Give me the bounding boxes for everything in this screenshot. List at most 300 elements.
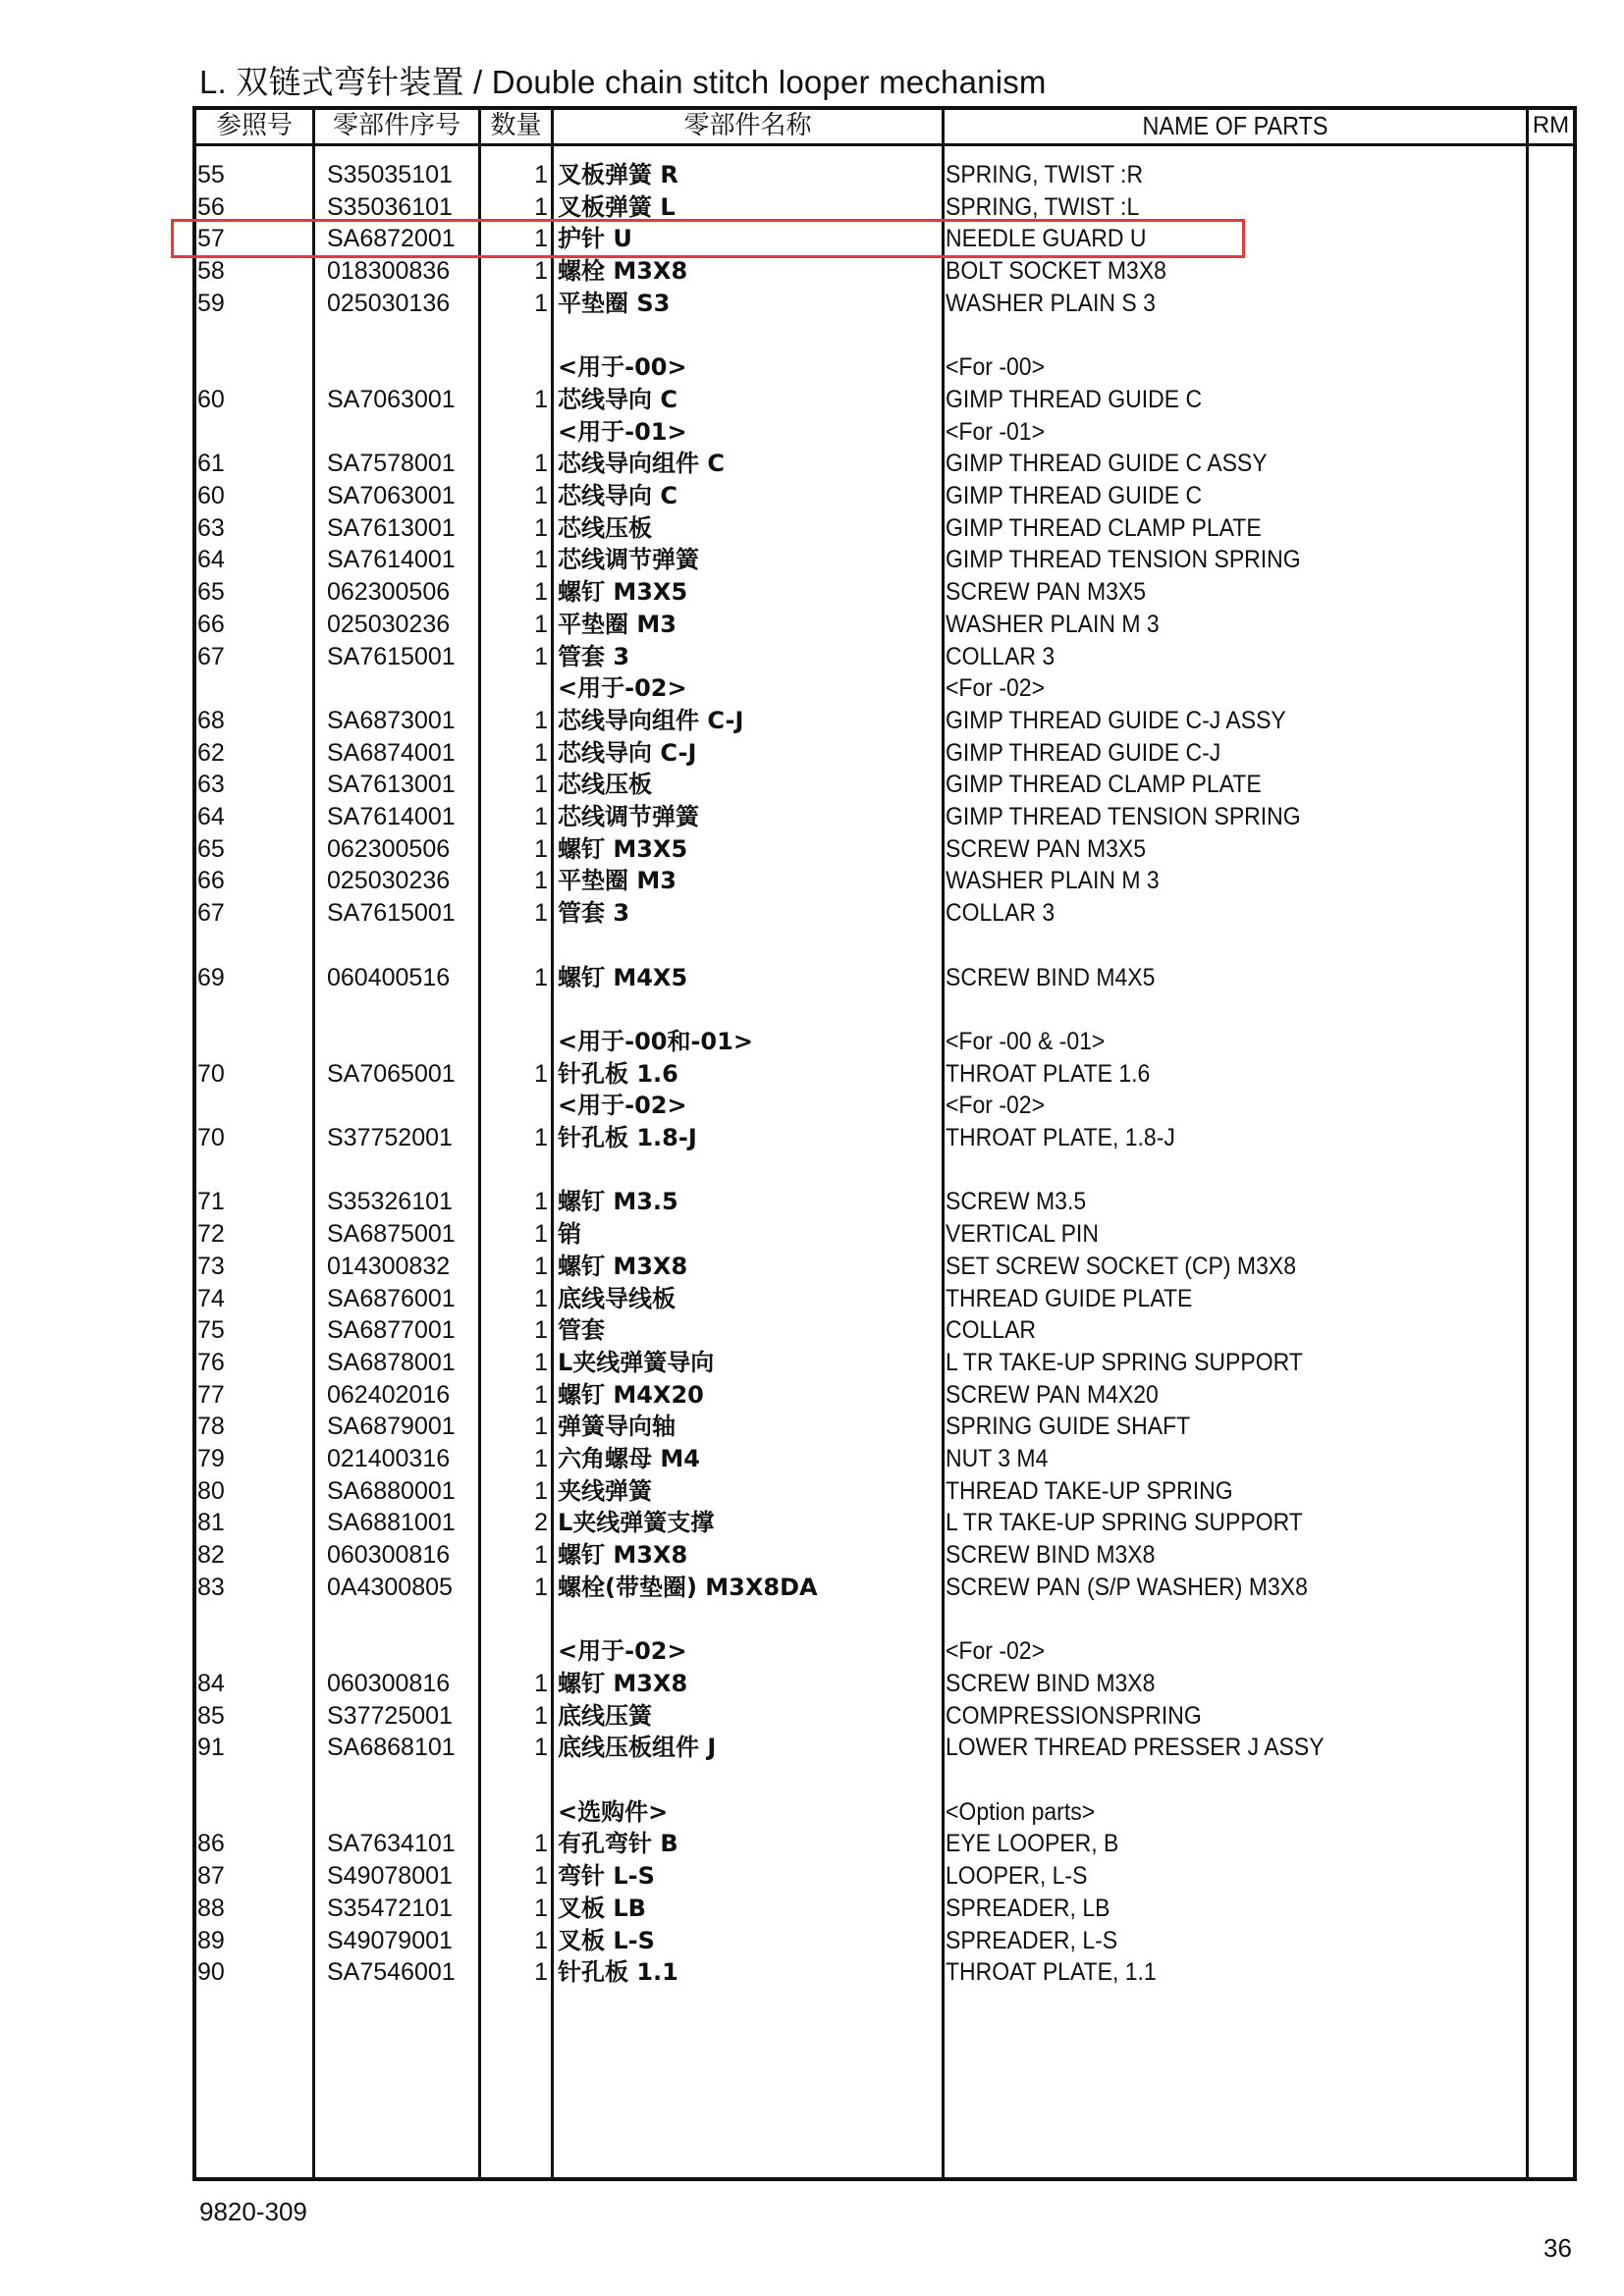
name-cn-cell: 螺钉 M4X20 <box>558 1380 704 1409</box>
ref-no-cell: 67 <box>197 642 225 670</box>
name-en-cell: LOOPER, L-S <box>946 1862 1088 1891</box>
quantity-cell: 1 <box>534 161 548 188</box>
name-en-cell: <For -01> <box>946 417 1045 446</box>
part-no-cell: SA7613001 <box>327 771 456 799</box>
quantity-cell: 1 <box>534 192 548 221</box>
quantity-cell <box>525 1764 548 1795</box>
name-en-cell: SPRING, TWIST :L <box>946 192 1140 221</box>
ref-no-cell: 63 <box>197 771 225 799</box>
name-cn-cell: 弯针 L-S <box>558 1862 655 1891</box>
name-en-cell: SCREW BIND M3X8 <box>946 1541 1156 1570</box>
part-no-cell: 021400316 <box>327 1445 451 1472</box>
part-no-cell: SA6881001 <box>327 1509 456 1537</box>
name-en-cell: THROAT PLATE, 1.8-J <box>946 1124 1175 1151</box>
part-no-cell: SA6875001 <box>327 1220 456 1249</box>
quantity-cell: 1 <box>534 513 548 542</box>
quantity-cell: 1 <box>534 1059 548 1088</box>
table-row <box>0 705 1624 736</box>
name-cn-cell: 螺钉 M3X5 <box>558 578 688 607</box>
quantity-cell <box>525 930 548 961</box>
name-en-cell: THREAD GUIDE PLATE <box>946 1284 1193 1312</box>
name-en-cell: SCREW PAN M3X5 <box>946 834 1147 863</box>
quantity-cell: 1 <box>534 834 548 863</box>
part-no-cell: S35035101 <box>327 161 453 188</box>
ref-no-cell: 70 <box>197 1059 225 1088</box>
name-cn-cell: <用于-01> <box>558 417 687 446</box>
name-cn-cell: 螺钉 M3X8 <box>558 1669 688 1697</box>
quantity-cell: 1 <box>534 642 548 670</box>
name-cn-cell: <选购件> <box>558 1797 669 1826</box>
name-en-cell: GIMP THREAD TENSION SPRING <box>946 803 1301 830</box>
part-no-cell: S49078001 <box>327 1862 453 1891</box>
ref-no-cell: 86 <box>197 1830 225 1858</box>
name-en-cell: WASHER PLAIN M 3 <box>946 867 1160 895</box>
part-no-cell: SA7063001 <box>327 385 456 413</box>
header-ref-no: 参照号 <box>215 111 293 140</box>
name-en-cell: <Option parts> <box>946 1797 1096 1826</box>
header-rm: RM <box>1532 112 1570 138</box>
quantity-cell: 1 <box>534 257 548 286</box>
name-cn-cell: 有孔弯针 B <box>558 1830 678 1858</box>
part-no-cell: SA7615001 <box>327 642 456 670</box>
part-no-cell: SA6874001 <box>327 738 456 767</box>
name-en-cell: GIMP THREAD GUIDE C ASSY <box>946 450 1268 478</box>
part-no-cell: 062402016 <box>327 1380 451 1409</box>
quantity-cell: 1 <box>534 1284 548 1312</box>
name-cn-cell: 叉板弹簧 R <box>558 161 678 188</box>
quantity-cell: 1 <box>534 482 548 509</box>
quantity-cell: 1 <box>534 1669 548 1697</box>
name-en-cell: SCREW PAN (S/P WASHER) M3X8 <box>946 1573 1308 1601</box>
table-row <box>0 351 1624 383</box>
name-en-cell: SPRING GUIDE SHAFT <box>946 1413 1191 1441</box>
part-no-cell: 060300816 <box>327 1669 451 1697</box>
name-cn-cell: 平垫圈 M3 <box>558 867 677 895</box>
name-en-cell: SCREW PAN M4X20 <box>946 1380 1159 1409</box>
ref-no-cell: 57 <box>197 225 225 253</box>
header-name-en: NAME OF PARTS <box>1142 111 1328 140</box>
part-no-cell: SA6873001 <box>327 706 456 734</box>
table-row <box>0 1732 1624 1763</box>
ref-no-cell: 69 <box>197 963 225 991</box>
name-cn-cell: <用于-02> <box>558 1637 687 1666</box>
quantity-cell: 1 <box>534 1862 548 1891</box>
ref-no-cell: 79 <box>197 1445 225 1472</box>
name-cn-cell: 管套 <box>558 1316 605 1345</box>
page-title: L. 双链式弯针装置 / Double chain stitch looper mechanism <box>199 64 1047 100</box>
ref-no-cell: 88 <box>197 1894 225 1922</box>
part-no-cell: S37725001 <box>327 1701 453 1730</box>
ref-no-cell: 65 <box>197 578 225 607</box>
quantity-cell: 1 <box>534 771 548 799</box>
part-no-cell: SA6877001 <box>327 1316 456 1345</box>
name-en-cell: VERTICAL PIN <box>946 1220 1099 1249</box>
quantity-cell: 1 <box>534 289 548 317</box>
quantity-cell <box>525 416 548 448</box>
name-cn-cell: 护针 U <box>558 225 632 253</box>
table-row <box>0 1251 1624 1282</box>
name-en-cell: SPREADER, L-S <box>946 1926 1118 1954</box>
name-cn-cell: 螺栓 M3X8 <box>558 257 688 286</box>
ref-no-cell: 70 <box>197 1124 225 1151</box>
quantity-cell: 1 <box>534 1541 548 1570</box>
name-cn-cell: 平垫圈 M3 <box>558 610 677 638</box>
table-row <box>0 1668 1624 1699</box>
table-row <box>0 1283 1624 1314</box>
table-row <box>0 1186 1624 1217</box>
name-en-cell: <For -02> <box>946 1092 1045 1120</box>
name-cn-cell: 叉板 L-S <box>558 1926 655 1954</box>
table-row <box>0 609 1624 640</box>
name-cn-cell: 底线导线板 <box>558 1284 676 1312</box>
name-cn-cell: L夹线弹簧导向 <box>558 1348 715 1376</box>
name-en-cell: BOLT SOCKET M3X8 <box>946 257 1166 286</box>
name-en-cell: <For -02> <box>946 674 1045 703</box>
quantity-cell: 1 <box>534 1413 548 1441</box>
table-row <box>0 865 1624 896</box>
part-no-cell: SA7614001 <box>327 546 456 574</box>
ref-no-cell: 64 <box>197 803 225 830</box>
table-row <box>0 1796 1624 1828</box>
ref-no-cell: 81 <box>197 1509 225 1537</box>
ref-no-cell: 83 <box>197 1573 225 1601</box>
table-row <box>0 962 1624 993</box>
table-row <box>0 641 1624 672</box>
ref-no-cell: 66 <box>197 610 225 638</box>
ref-no-cell: 72 <box>197 1220 225 1249</box>
table-row <box>0 1314 1624 1346</box>
quantity-cell: 1 <box>534 1445 548 1472</box>
part-no-cell: 014300832 <box>327 1252 451 1280</box>
table-row <box>0 544 1624 575</box>
quantity-cell: 1 <box>534 1316 548 1345</box>
quantity-cell: 1 <box>534 450 548 478</box>
name-cn-cell: 底线压簧 <box>558 1701 652 1730</box>
document-code: 9820-309 <box>199 2197 307 2226</box>
part-no-cell: SA6876001 <box>327 1284 456 1312</box>
name-en-cell: GIMP THREAD GUIDE C-J <box>946 738 1221 767</box>
name-cn-cell: <用于-00和-01> <box>558 1027 753 1055</box>
part-no-cell: SA7634101 <box>327 1830 456 1858</box>
table-row <box>0 448 1624 479</box>
name-cn-cell: 管套 3 <box>558 642 630 670</box>
quantity-cell: 1 <box>534 963 548 991</box>
quantity-cell: 1 <box>534 1476 548 1505</box>
ref-no-cell: 80 <box>197 1476 225 1505</box>
name-cn-cell: 螺栓(带垫圈) M3X8DA <box>558 1573 818 1601</box>
part-no-cell: SA6878001 <box>327 1348 456 1376</box>
ref-no-cell: 74 <box>197 1284 225 1312</box>
ref-no-cell: 73 <box>197 1252 225 1280</box>
quantity-cell: 1 <box>534 1701 548 1730</box>
quantity-cell: 1 <box>534 1188 548 1216</box>
ref-no-cell: 56 <box>197 192 225 221</box>
quantity-cell: 1 <box>534 1894 548 1922</box>
name-en-cell: COMPRESSIONSPRING <box>946 1701 1202 1730</box>
page-number: 36 <box>1543 2233 1572 2263</box>
table-row <box>0 1956 1624 1988</box>
ref-no-cell: 63 <box>197 513 225 542</box>
quantity-cell <box>525 351 548 383</box>
name-cn-cell: 平垫圈 S3 <box>558 289 671 317</box>
ref-no-cell: 65 <box>197 834 225 863</box>
table-row <box>0 1700 1624 1732</box>
name-en-cell: THREAD TAKE-UP SPRING <box>946 1476 1233 1505</box>
table-row <box>0 416 1624 448</box>
header-name-cn: 零部件名称 <box>683 111 812 140</box>
ref-no-cell: 55 <box>197 161 225 188</box>
table-row <box>0 1058 1624 1090</box>
header-divider <box>192 143 1577 146</box>
ref-no-cell: 59 <box>197 289 225 317</box>
ref-no-cell: 84 <box>197 1669 225 1697</box>
ref-no-cell: 60 <box>197 385 225 413</box>
name-en-cell: SCREW M3.5 <box>946 1188 1087 1216</box>
part-no-cell: SA6880001 <box>327 1476 456 1505</box>
part-no-cell: 025030136 <box>327 289 451 317</box>
quantity-cell <box>525 1796 548 1828</box>
table-row <box>0 288 1624 319</box>
quantity-cell: 1 <box>534 899 548 928</box>
part-no-cell: 0A4300805 <box>327 1573 453 1601</box>
name-cn-cell: 管套 3 <box>558 899 630 928</box>
name-cn-cell: 芯线导向组件 C <box>558 450 725 478</box>
name-cn-cell: 叉板 LB <box>558 1894 646 1922</box>
name-cn-cell: 螺钉 M3X8 <box>558 1541 688 1570</box>
quantity-cell: 1 <box>534 1220 548 1249</box>
name-cn-cell: 芯线压板 <box>558 771 652 799</box>
quantity-cell: 1 <box>534 1124 548 1151</box>
ref-no-cell: 76 <box>197 1348 225 1376</box>
ref-no-cell: 60 <box>197 482 225 509</box>
name-en-cell: GIMP THREAD GUIDE C <box>946 385 1203 413</box>
quantity-cell <box>525 1090 548 1121</box>
table-row <box>0 993 1624 1025</box>
quantity-cell: 1 <box>534 1573 548 1601</box>
name-en-cell: GIMP THREAD GUIDE C-J ASSY <box>946 706 1286 734</box>
table-row <box>0 480 1624 511</box>
table-row <box>0 1026 1624 1057</box>
name-en-cell: NUT 3 M4 <box>946 1445 1049 1472</box>
name-en-cell: SPRING, TWIST :R <box>946 161 1144 188</box>
table-row <box>0 1443 1624 1474</box>
quantity-cell: 1 <box>534 1734 548 1762</box>
name-en-cell: SCREW BIND M4X5 <box>946 963 1156 991</box>
quantity-cell <box>525 1635 548 1667</box>
ref-no-cell: 71 <box>197 1188 225 1216</box>
name-en-cell: GIMP THREAD GUIDE C <box>946 482 1203 509</box>
quantity-cell <box>525 672 548 704</box>
name-cn-cell: 针孔板 1.6 <box>558 1059 678 1088</box>
name-en-cell: COLLAR 3 <box>946 642 1056 670</box>
name-en-cell: EYE LOOPER, B <box>946 1830 1119 1858</box>
table-row <box>0 1635 1624 1667</box>
name-en-cell: COLLAR <box>946 1316 1037 1345</box>
name-en-cell: <For -00 & -01> <box>946 1027 1106 1055</box>
table-row <box>0 191 1624 223</box>
table-row <box>0 801 1624 832</box>
name-en-cell: COLLAR 3 <box>946 899 1056 928</box>
name-en-cell: LOWER THREAD PRESSER J ASSY <box>946 1734 1325 1762</box>
name-en-cell: GIMP THREAD CLAMP PLATE <box>946 513 1262 542</box>
part-no-cell: SA7615001 <box>327 899 456 928</box>
part-no-cell: SA6868101 <box>327 1734 456 1762</box>
table-row <box>0 1764 1624 1795</box>
part-no-cell: SA7063001 <box>327 482 456 509</box>
name-en-cell: SPREADER, LB <box>946 1894 1110 1922</box>
quantity-cell <box>525 1604 548 1635</box>
quantity-cell: 1 <box>534 1348 548 1376</box>
part-no-cell: 018300836 <box>327 257 451 286</box>
quantity-cell <box>525 1026 548 1057</box>
table-row <box>0 512 1624 544</box>
table-row <box>0 769 1624 800</box>
name-cn-cell: L夹线弹簧支撑 <box>558 1509 715 1537</box>
name-en-cell: WASHER PLAIN M 3 <box>946 610 1160 638</box>
part-no-cell: SA7613001 <box>327 513 456 542</box>
quantity-cell: 1 <box>534 1830 548 1858</box>
part-no-cell: 062300506 <box>327 834 451 863</box>
table-row <box>0 1218 1624 1250</box>
table-row <box>0 897 1624 929</box>
table-row <box>0 1604 1624 1635</box>
name-cn-cell: 针孔板 1.1 <box>558 1958 678 1987</box>
part-no-cell: S35472101 <box>327 1894 453 1922</box>
ref-no-cell: 89 <box>197 1926 225 1954</box>
table-row <box>0 1925 1624 1956</box>
table-row <box>0 1411 1624 1442</box>
ref-no-cell: 82 <box>197 1541 225 1570</box>
name-cn-cell: <用于-02> <box>558 1092 687 1120</box>
part-no-cell: S37752001 <box>327 1124 453 1151</box>
ref-no-cell: 91 <box>197 1734 225 1762</box>
quantity-cell: 1 <box>534 1926 548 1954</box>
name-cn-cell: 芯线导向组件 C-J <box>558 706 744 734</box>
name-cn-cell: 叉板弹簧 L <box>558 192 676 221</box>
ref-no-cell: 61 <box>197 450 225 478</box>
name-cn-cell: 芯线压板 <box>558 513 652 542</box>
table-row <box>0 320 1624 351</box>
part-no-cell: SA7065001 <box>327 1059 456 1088</box>
table-row <box>0 159 1624 190</box>
name-en-cell: L TR TAKE-UP SPRING SUPPORT <box>946 1509 1303 1537</box>
name-cn-cell: <用于-00> <box>558 353 687 382</box>
table-row <box>0 576 1624 608</box>
name-cn-cell: <用于-02> <box>558 674 687 703</box>
part-no-cell: 060300816 <box>327 1541 451 1570</box>
name-en-cell: GIMP THREAD CLAMP PLATE <box>946 771 1262 799</box>
ref-no-cell: 66 <box>197 867 225 895</box>
header-part-no: 零部件序号 <box>332 111 460 140</box>
part-no-cell: S35326101 <box>327 1188 453 1216</box>
quantity-cell: 1 <box>534 1958 548 1987</box>
quantity-cell: 1 <box>534 610 548 638</box>
name-en-cell: <For -00> <box>946 353 1045 382</box>
table-row <box>0 1572 1624 1603</box>
table-row <box>0 1475 1624 1507</box>
quantity-cell: 1 <box>534 738 548 767</box>
name-en-cell: NEEDLE GUARD U <box>946 225 1147 253</box>
name-cn-cell: 销 <box>558 1220 581 1249</box>
table-row <box>0 1828 1624 1859</box>
quantity-cell: 1 <box>534 867 548 895</box>
name-cn-cell: 螺钉 M3X5 <box>558 834 688 863</box>
part-no-cell: S35036101 <box>327 192 453 221</box>
table-row <box>0 1539 1624 1571</box>
table-row <box>0 1893 1624 1924</box>
part-no-cell: SA6872001 <box>327 225 456 253</box>
table-row <box>0 1379 1624 1411</box>
name-cn-cell: 芯线调节弹簧 <box>558 803 699 830</box>
name-cn-cell: 芯线导向 C-J <box>558 738 697 767</box>
ref-no-cell: 67 <box>197 899 225 928</box>
quantity-cell: 1 <box>534 803 548 830</box>
table-row <box>0 930 1624 961</box>
name-cn-cell: 芯线调节弹簧 <box>558 546 699 574</box>
quantity-cell: 1 <box>534 546 548 574</box>
name-en-cell: WASHER PLAIN S 3 <box>946 289 1156 317</box>
name-cn-cell: 底线压板组件 J <box>558 1734 717 1762</box>
part-no-cell: 025030236 <box>327 867 451 895</box>
ref-no-cell: 90 <box>197 1958 225 1987</box>
name-en-cell: SCREW PAN M3X5 <box>946 578 1147 607</box>
quantity-cell: 1 <box>534 706 548 734</box>
name-cn-cell: 夹线弹簧 <box>558 1476 652 1505</box>
name-en-cell: L TR TAKE-UP SPRING SUPPORT <box>946 1348 1303 1376</box>
table-row <box>0 1860 1624 1892</box>
ref-no-cell: 77 <box>197 1380 225 1409</box>
name-cn-cell: 六角螺母 M4 <box>558 1445 700 1472</box>
part-no-cell: SA7578001 <box>327 450 456 478</box>
name-en-cell: SCREW BIND M3X8 <box>946 1669 1156 1697</box>
name-cn-cell: 弹簧导向轴 <box>558 1413 676 1441</box>
quantity-cell: 1 <box>534 1380 548 1409</box>
ref-no-cell: 85 <box>197 1701 225 1730</box>
name-cn-cell: 芯线导向 C <box>558 385 677 413</box>
table-row <box>0 1507 1624 1538</box>
ref-no-cell: 78 <box>197 1413 225 1441</box>
quantity-cell <box>525 320 548 351</box>
quantity-cell <box>525 1154 548 1186</box>
name-en-cell: THROAT PLATE, 1.1 <box>946 1958 1157 1987</box>
name-cn-cell: 螺钉 M3X8 <box>558 1252 688 1280</box>
name-cn-cell: 螺钉 M3.5 <box>558 1188 678 1216</box>
ref-no-cell: 75 <box>197 1316 225 1345</box>
part-no-cell: S49079001 <box>327 1926 453 1954</box>
quantity-cell: 1 <box>534 225 548 253</box>
name-cn-cell: 芯线导向 C <box>558 482 677 509</box>
quantity-cell: 1 <box>534 578 548 607</box>
name-en-cell: <For -02> <box>946 1637 1045 1666</box>
header-quantity: 数量 <box>490 111 542 140</box>
part-no-cell: 060400516 <box>327 963 451 991</box>
table-row <box>0 1154 1624 1186</box>
part-no-cell: 062300506 <box>327 578 451 607</box>
part-no-cell: SA6879001 <box>327 1413 456 1441</box>
table-row <box>0 1090 1624 1121</box>
name-cn-cell: 螺钉 M4X5 <box>558 963 688 991</box>
table-row <box>0 833 1624 865</box>
quantity-cell: 1 <box>534 1252 548 1280</box>
table-row <box>0 255 1624 287</box>
quantity-cell: 1 <box>534 385 548 413</box>
table-row <box>0 737 1624 769</box>
ref-no-cell: 64 <box>197 546 225 574</box>
ref-no-cell: 62 <box>197 738 225 767</box>
table-row <box>0 1122 1624 1153</box>
ref-no-cell: 87 <box>197 1862 225 1891</box>
name-cn-cell: 针孔板 1.8-J <box>558 1124 697 1151</box>
